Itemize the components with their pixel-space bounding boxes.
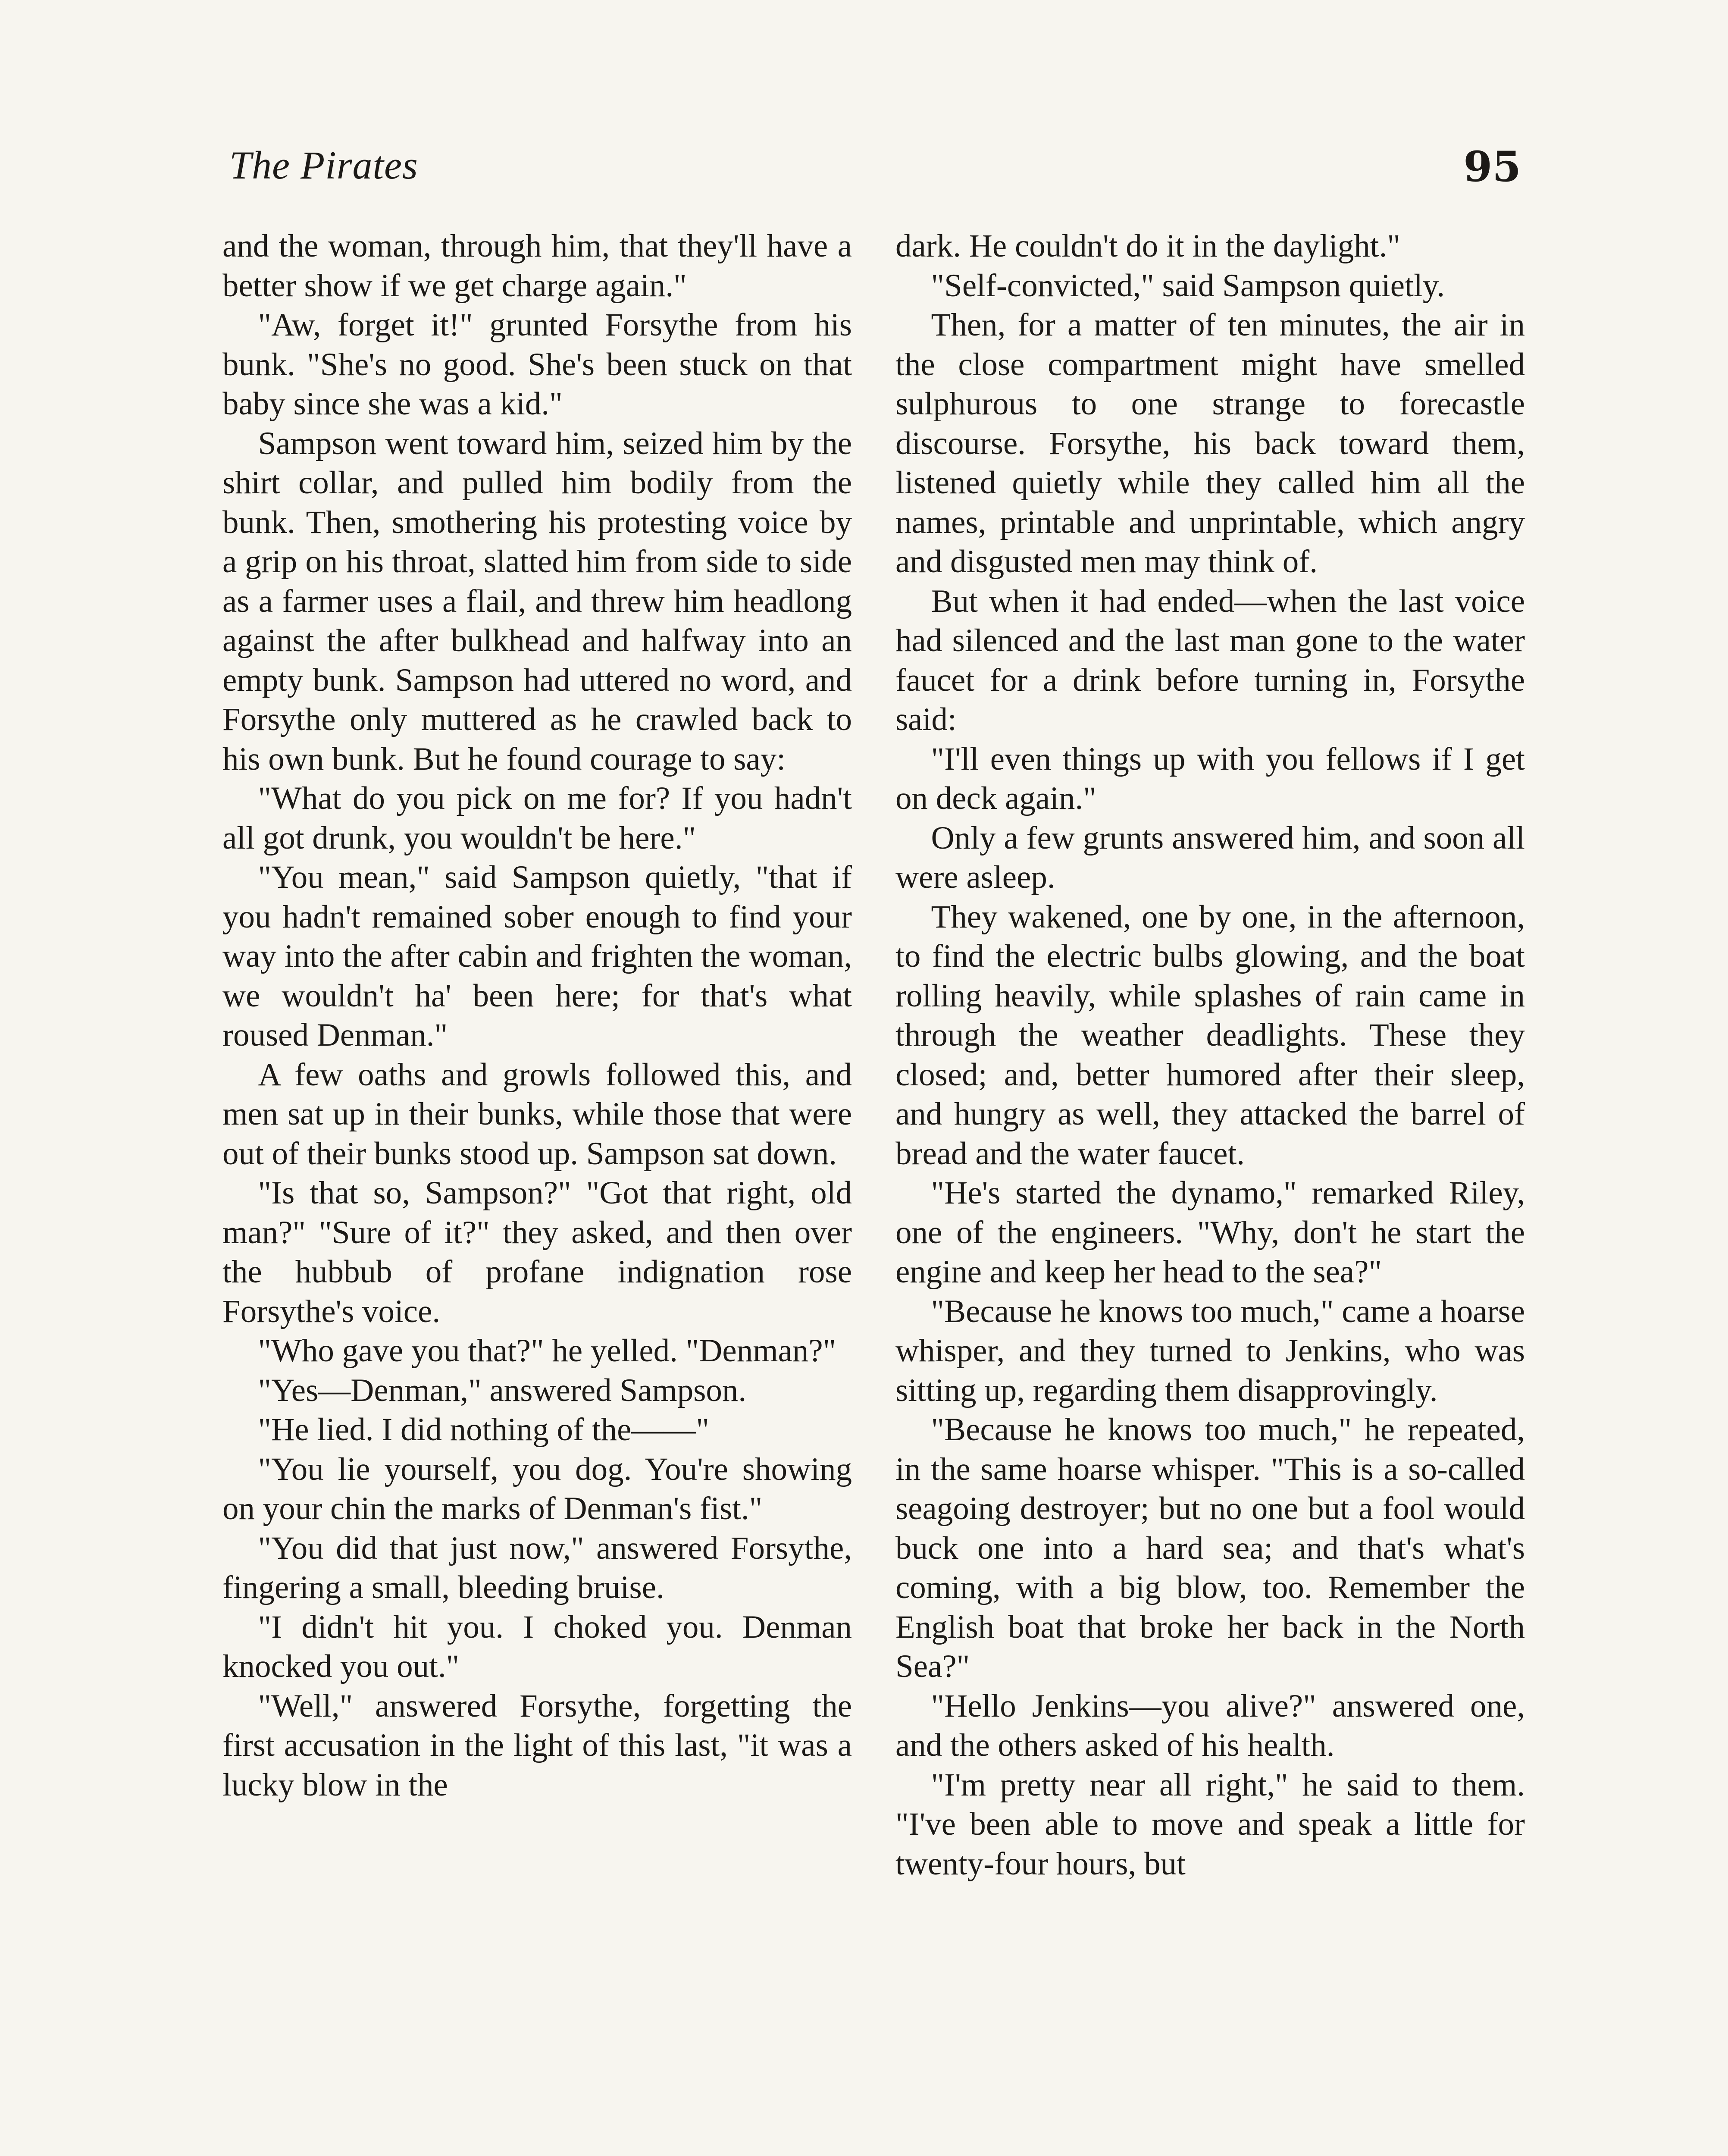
paragraph: "He lied. I did nothing of the——": [258, 1412, 709, 1448]
paragraph: "What do you pick on me for? If you hadn't all got drunk, you wouldn't be here.": [222, 780, 852, 856]
paragraph: "Well," answered Forsythe, forgetting the first accusation in the light of this last, "it was a lucky blow in the: [222, 1688, 852, 1803]
paragraph: "You did that just now," answered Forsythe, fingering a small, bleeding bruise.: [222, 1530, 852, 1605]
paragraph: "Self-convicted," said Sampson quietly.: [931, 267, 1445, 304]
right-column: [895, 226, 1525, 1883]
paragraph: "Is that so, Sampson?" "Got that right, old man?" "Sure of it?" they asked, and then over the hubbub of profane indignation rose Forsythe's voice.: [222, 1175, 852, 1329]
paragraph: Only a few grunts answered him, and soon all were asleep.: [895, 820, 1525, 895]
paragraph: Then, for a matter of ten minutes, the air in the close compartment might have smelled sulphurous to one strange to forecastle discourse. Forsythe, his back toward them, listened quietly while they called him all the names, printable and unprintable, which angry and disgusted men may think of.: [895, 307, 1525, 580]
paragraph: Sampson went toward him, seized him by the shirt collar, and pulled him bodily from the bunk. Then, smothering his protesting voice by a grip on his throat, slatted him from side to side as a farmer uses a flail, and threw him headlong against the after bulkhead and halfway into an empty bunk. Sampson had uttered no word, and Forsythe only muttered as he crawled back to his own bunk. But he found courage to say:: [222, 425, 852, 777]
running-title: The Pirates: [229, 143, 418, 187]
paragraph: But when it had ended—when the last voice had silenced and the last man gone to the water faucet for a drink before turning in, Forsythe said:: [895, 583, 1525, 737]
left-column: [222, 226, 852, 1805]
paragraph: "Because he knows too much," came a hoarse whisper, and they turned to Jenkins, who was sitting up, regarding them disapprovingly.: [895, 1293, 1525, 1408]
paragraph: A few oaths and growls followed this, and men sat up in their bunks, while those that were out of their bunks stood up. Sampson sat down.: [222, 1056, 852, 1172]
paragraph: "I didn't hit you. I choked you. Denman knocked you out.": [222, 1609, 852, 1684]
paragraph: "Because he knows too much," he repeated, in the same hoarse whisper. "This is a so-called seagoing destroyer; but no one but a fool would buck one into a hard sea; and that's what's coming, with a big blow, too. Remember the English boat that broke her back in the North Sea?": [895, 1412, 1525, 1684]
paragraph: "I'm pretty near all right," he said to them. "I've been able to move and speak a little for twenty-four hours, but: [895, 1767, 1525, 1882]
paragraph: "I'll even things up with you fellows if I get on deck again.": [895, 741, 1525, 816]
paragraph: "Who gave you that?" he yelled. "Denman?": [258, 1333, 836, 1369]
paragraph: "He's started the dynamo," remarked Riley, one of the engineers. "Why, don't he start the engine and keep her head to the sea?": [895, 1175, 1525, 1290]
paragraph: "Yes—Denman," answered Sampson.: [258, 1372, 747, 1408]
paragraph: "You lie yourself, you dog. You're showing on your chin the marks of Denman's fist.": [222, 1451, 852, 1526]
paragraph: dark. He couldn't do it in the daylight.": [895, 228, 1400, 264]
paragraph: "Aw, forget it!" grunted Forsythe from his bunk. "She's no good. She's been stuck on that baby since she was a kid.": [222, 307, 852, 422]
page-number: 95: [1463, 142, 1521, 191]
paragraph: "Hello Jenkins—you alive?" answered one, and the others asked of his health.: [895, 1688, 1525, 1763]
paragraph: They wakened, one by one, in the afternoon, to find the electric bulbs glowing, and the boat rolling heavily, while splashes of rain came in through the weather deadlights. These they closed; and, better humored after their sleep, and hungry as well, they attacked the barrel of bread and the water faucet.: [895, 899, 1525, 1172]
paragraph: "You mean," said Sampson quietly, "that if you hadn't remained sober enough to find your way into the after cabin and frighten the woman, we wouldn't ha' been here; for that's what roused Denman.": [222, 859, 852, 1053]
paragraph: and the woman, through him, that they'll have a better show if we get charge again.": [222, 228, 852, 304]
